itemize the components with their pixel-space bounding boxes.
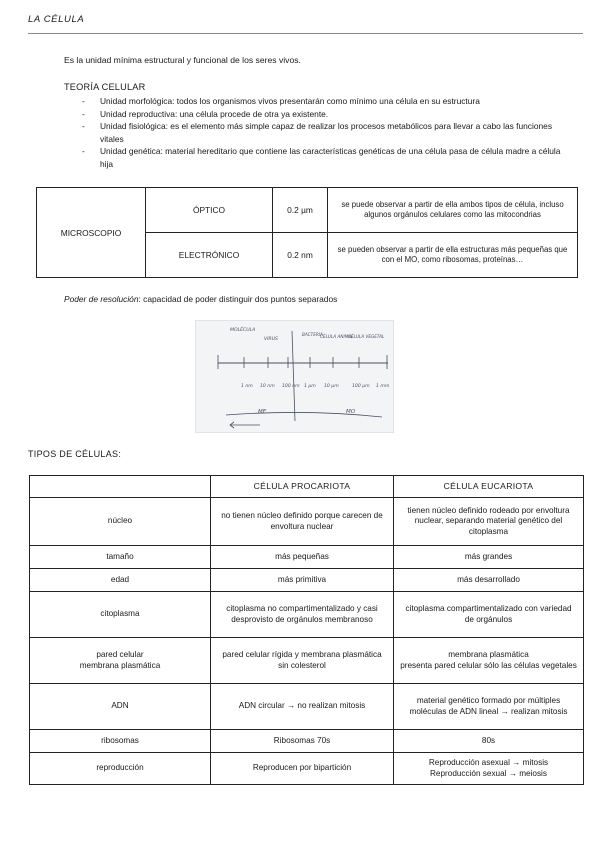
- sketch-bottom-label: ME: [258, 409, 267, 415]
- prokaryote-cell: ADN circular → no realizan mitosis: [211, 684, 394, 730]
- resolution-definition: [64, 294, 337, 304]
- cell-types-table: [29, 475, 584, 785]
- resolution-term: Poder de resolución: [64, 294, 139, 304]
- sketch-scale-label: 1 µm: [304, 384, 316, 389]
- row-label: reproducción: [30, 753, 211, 785]
- microscope-resolution: 0.2 nm: [273, 233, 328, 278]
- microscope-table: [36, 187, 578, 278]
- sketch-label: VIRUS: [264, 337, 278, 342]
- table-row: [30, 569, 584, 592]
- row-label: edad: [30, 569, 211, 592]
- table-row: [30, 730, 584, 753]
- types-title: TIPOS DE CÉLULAS:: [28, 449, 122, 459]
- eukaryote-cell: 80s: [394, 730, 584, 753]
- theory-title: TEORÍA CELULAR: [64, 82, 146, 92]
- row-label: ribosomas: [30, 730, 211, 753]
- sketch-scale-label: 100 µm: [352, 384, 370, 389]
- table-row: [30, 592, 584, 638]
- table-row: [30, 753, 584, 785]
- column-header: [30, 476, 211, 498]
- resolution-scale-sketch: [195, 320, 394, 433]
- prokaryote-cell: Reproducen por bipartición: [211, 753, 394, 785]
- microscope-description: se pueden observar a partir de ella estructuras más pequeñas que con el MO, como ribosomas, proteínas…: [328, 233, 578, 278]
- microscope-resolution: 0.2 µm: [273, 188, 328, 233]
- microscope-label: MICROSCOPIO: [37, 188, 146, 278]
- row-label: núcleo: [30, 498, 211, 546]
- theory-item: - Unidad morfológica: todos los organismos vivos presentarán como mínimo una célula en su estructura: [82, 95, 570, 108]
- sketch-scale-label: 1 nm: [241, 384, 253, 389]
- sketch-bottom-label: MO: [346, 409, 356, 415]
- prokaryote-cell: no tienen núcleo definido porque carecen de envoltura nuclear: [211, 498, 394, 546]
- page-title: LA CÉLULA: [28, 14, 583, 34]
- table-row: [30, 684, 584, 730]
- theory-list: [82, 95, 570, 171]
- sketch-label: CÉLULA VEGETAL: [348, 334, 385, 339]
- theory-item: - Unidad genética: material hereditario que contiene las características genéticas de una célula pasa de célula madre a célula hija: [82, 145, 570, 170]
- resolution-text: : capacidad de poder distinguir dos puntos separados: [138, 294, 338, 304]
- sketch-divider: [292, 331, 295, 421]
- sketch-scale-label: 10 µm: [324, 384, 339, 389]
- row-label: tamaño: [30, 546, 211, 569]
- microscope-description: se puede observar a partir de ella ambos tipos de célula, incluso algunos orgánulos celulares como las mitocondrias: [328, 188, 578, 233]
- table-row: [30, 638, 584, 684]
- sketch-ticks: [218, 355, 387, 369]
- eukaryote-cell: más desarrollado: [394, 569, 584, 592]
- sketch-underline: [226, 412, 382, 417]
- scale-sketch-svg: [196, 321, 393, 432]
- table-row: [30, 498, 584, 546]
- microscope-type: ÓPTICO: [146, 188, 273, 233]
- prokaryote-cell: Ribosomas 70s: [211, 730, 394, 753]
- sketch-label: BACTERIA: [302, 332, 323, 337]
- sketch-scale-label: 100 nm: [282, 384, 300, 389]
- row-label: citoplasma: [30, 592, 211, 638]
- table-row: [30, 546, 584, 569]
- row-label: pared celular membrana plasmática: [30, 638, 211, 684]
- prokaryote-cell: más primitiva: [211, 569, 394, 592]
- eukaryote-cell: citoplasma compartimentalizado con variedad de orgánulos: [394, 592, 584, 638]
- prokaryote-cell: pared celular rígida y membrana plasmática sin colesterol: [211, 638, 394, 684]
- column-header: CÉLULA EUCARIOTA: [394, 476, 584, 498]
- eukaryote-cell: membrana plasmática presenta pared celular sólo las células vegetales: [394, 638, 584, 684]
- eukaryote-cell: tienen núcleo definido rodeado por envoltura nuclear, separando material genético del citoplasma: [394, 498, 584, 546]
- row-label: ADN: [30, 684, 211, 730]
- sketch-label: CÉLULA ANIMAL: [320, 334, 354, 339]
- sketch-scale-label: 10 nm: [260, 384, 275, 389]
- eukaryote-cell: más grandes: [394, 546, 584, 569]
- prokaryote-cell: más pequeñas: [211, 546, 394, 569]
- sketch-label: MOLÉCULA: [230, 328, 256, 333]
- sketch-scale-label: 1 mm: [376, 384, 390, 389]
- theory-item: - Unidad reproductiva: una célula procede de otra ya existente.: [82, 108, 570, 121]
- microscope-type: ELECTRÓNICO: [146, 233, 273, 278]
- column-header: CÉLULA PROCARIOTA: [211, 476, 394, 498]
- theory-item: - Unidad fisiológica: es el elemento más simple capaz de realizar los procesos metabólicos para llevar a cabo las funciones vitales: [82, 120, 570, 145]
- intro-text: Es la unidad mínima estructural y funcional de los seres vivos.: [64, 55, 301, 65]
- prokaryote-cell: citoplasma no compartimentalizado y casi desprovisto de orgánulos membranoso: [211, 592, 394, 638]
- eukaryote-cell: material genético formado por múltiples moléculas de ADN lineal → realizan mitosis: [394, 684, 584, 730]
- eukaryote-cell: Reproducción asexual → mitosis Reproducción sexual → meiosis: [394, 753, 584, 785]
